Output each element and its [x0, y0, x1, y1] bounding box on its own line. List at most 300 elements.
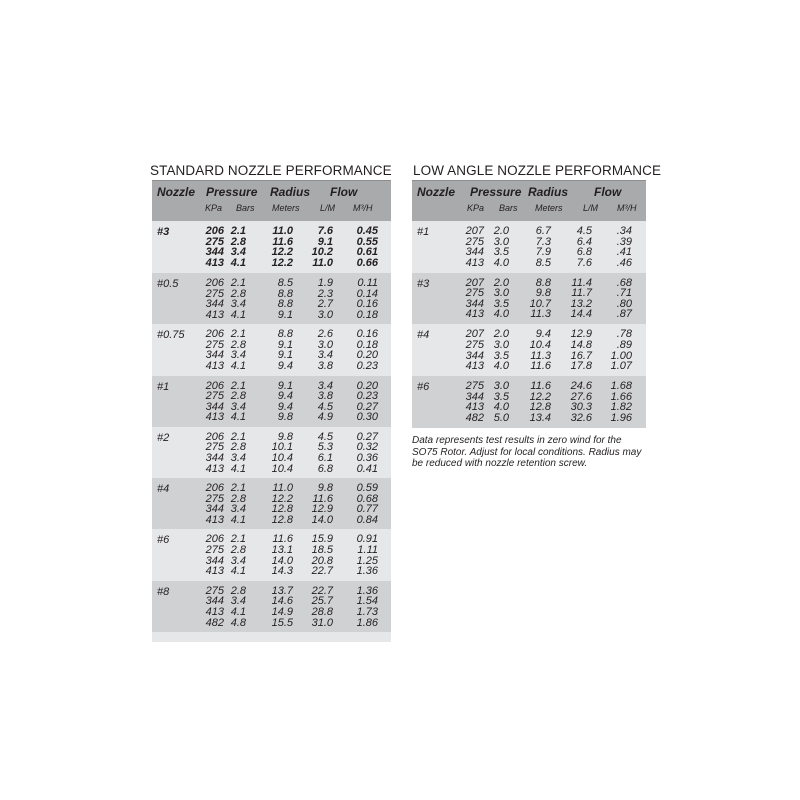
bars-cell: 2.0: [493, 276, 509, 289]
lm-cell: 3.8: [317, 390, 333, 403]
nozzle-label: #3: [417, 277, 430, 290]
kpa-cell: 344: [205, 595, 224, 608]
kpa-cell: 413: [465, 401, 484, 414]
bars-values: [494, 226, 509, 268]
kpa-cell: 275: [205, 338, 224, 351]
radius-cell: 15.5: [271, 616, 293, 629]
header-lm: L/M: [583, 203, 599, 213]
header-lm: L/M: [320, 203, 336, 213]
kpa-cell: 344: [465, 349, 484, 362]
kpa-cell: 275: [205, 287, 224, 300]
bars-cell: 2.8: [230, 441, 246, 454]
lm-values: [312, 226, 333, 268]
kpa-cell: 275: [205, 390, 224, 403]
bars-values: [494, 329, 509, 371]
m3h-cell: .87: [616, 308, 632, 321]
bars-cell: 3.5: [493, 297, 509, 310]
bars-values: [231, 483, 246, 525]
lm-cell: 15.9: [311, 533, 333, 546]
lm-cell: 13.2: [570, 297, 592, 310]
lm-cell: 9.1: [317, 235, 333, 248]
m3h-cell: 0.61: [356, 246, 378, 259]
kpa-cell: 482: [465, 411, 484, 424]
radius-cell: 11.6: [530, 360, 551, 373]
bars-cell: 2.1: [230, 379, 246, 392]
header-radius: Radius: [528, 185, 569, 199]
radius-cell: 8.8: [277, 287, 293, 300]
bars-cell: 5.0: [493, 411, 509, 424]
radius-cell: 8.8: [277, 298, 293, 311]
lm-cell: 14.8: [570, 338, 592, 351]
lm-cell: 32.6: [570, 411, 592, 424]
m3h-values: [357, 432, 378, 474]
radius-cell: 12.2: [529, 390, 551, 403]
kpa-cell: 413: [465, 360, 484, 373]
lm-values: [312, 483, 333, 525]
radius-cell: 13.7: [271, 584, 293, 597]
lm-cell: 14.4: [570, 308, 592, 321]
kpa-values: [206, 381, 224, 423]
kpa-cell: 413: [205, 462, 224, 475]
radius-cell: 8.8: [277, 328, 293, 341]
lm-cell: 4.9: [317, 411, 333, 424]
standard-table-title: STANDARD NOZZLE PERFORMANCE: [150, 163, 392, 178]
header-meters: Meters: [272, 203, 300, 213]
kpa-cell: 413: [205, 360, 224, 373]
m3h-cell: 1.86: [356, 616, 378, 629]
lm-cell: 18.5: [311, 544, 333, 557]
header-pressure: Pressure: [470, 185, 522, 199]
radius-cell: 6.7: [535, 225, 551, 237]
standard-table-header: [152, 180, 391, 221]
m3h-cell: 0.91: [356, 533, 378, 546]
m3h-cell: 0.77: [356, 503, 378, 516]
radius-cell: 10.4: [271, 462, 293, 475]
kpa-cell: 206: [205, 225, 224, 237]
radius-cell: 9.8: [535, 287, 551, 300]
lm-cell: 3.8: [317, 360, 333, 373]
bars-cell: 3.0: [493, 235, 509, 248]
m3h-cell: 0.27: [356, 400, 378, 413]
radius-cell: 8.5: [277, 277, 293, 289]
radius-cell: 11.6: [530, 380, 551, 393]
header-kpa: KPa: [205, 203, 223, 213]
lm-cell: 4.5: [576, 225, 592, 237]
m3h-cell: 0.18: [356, 338, 378, 351]
radius-values: [272, 534, 293, 576]
kpa-values: [206, 329, 224, 371]
kpa-cell: 344: [205, 246, 224, 259]
bars-cell: 2.1: [230, 482, 246, 495]
nozzle-label: #6: [157, 534, 170, 547]
lm-cell: 25.7: [311, 595, 333, 608]
nozzle-label: #2: [157, 431, 170, 444]
low-angle-table-header: [412, 180, 646, 221]
kpa-values: [466, 381, 484, 423]
m3h-cell: 0.23: [356, 360, 378, 373]
kpa-cell: 207: [465, 328, 484, 341]
lm-cell: 10.2: [311, 246, 333, 259]
nozzle-group-row: [412, 273, 646, 325]
kpa-cell: 344: [205, 503, 224, 516]
bars-cell: 4.0: [493, 401, 509, 414]
lm-cell: 4.5: [317, 400, 333, 413]
m3h-cell: .68: [616, 276, 632, 289]
kpa-cell: 206: [205, 430, 224, 443]
lm-cell: 22.7: [311, 565, 333, 578]
m3h-values: [617, 278, 632, 320]
kpa-cell: 344: [465, 246, 484, 259]
lm-cell: 7.6: [576, 256, 592, 269]
kpa-cell: 206: [205, 533, 224, 546]
radius-cell: 9.4: [277, 400, 293, 413]
lm-cell: 3.4: [317, 349, 333, 362]
radius-values: [530, 278, 551, 320]
lm-values: [571, 381, 592, 423]
m3h-cell: .39: [616, 235, 632, 248]
header-pressure: Pressure: [206, 185, 258, 199]
lm-cell: 14.0: [311, 513, 333, 526]
bars-cell: 3.4: [230, 400, 246, 413]
m3h-values: [611, 329, 632, 371]
header-kpa: KPa: [467, 203, 485, 213]
lm-cell: 3.0: [317, 338, 333, 351]
low-angle-table-body: [412, 221, 646, 428]
kpa-cell: 275: [465, 235, 484, 248]
bars-cell: 2.1: [230, 277, 246, 289]
table-footer-pad: [152, 632, 391, 642]
bars-cell: 2.1: [230, 430, 246, 443]
lm-values: [577, 226, 592, 268]
kpa-cell: 413: [465, 308, 484, 321]
m3h-cell: 1.68: [610, 380, 632, 393]
bars-cell: 4.1: [230, 462, 246, 475]
m3h-cell: 1.00: [610, 349, 632, 362]
kpa-values: [466, 226, 484, 268]
m3h-cell: 0.16: [356, 328, 378, 341]
bars-cell: 4.1: [230, 411, 246, 424]
m3h-cell: 0.20: [356, 349, 378, 362]
lm-values: [318, 432, 333, 474]
header-meters: Meters: [535, 203, 563, 213]
radius-cell: 8.8: [535, 276, 551, 289]
radius-cell: 11.3: [530, 308, 551, 321]
bars-cell: 2.1: [230, 225, 246, 237]
radius-values: [278, 381, 293, 423]
m3h-cell: .80: [616, 297, 632, 310]
lm-cell: 28.8: [311, 605, 333, 618]
bars-values: [231, 432, 246, 474]
bars-cell: 4.0: [493, 360, 509, 373]
kpa-cell: 413: [205, 308, 224, 321]
lm-cell: 31.0: [311, 616, 333, 629]
radius-cell: 9.8: [277, 411, 293, 424]
kpa-cell: 344: [205, 298, 224, 311]
nozzle-group-row: [152, 324, 391, 375]
bars-cell: 4.0: [493, 308, 509, 321]
lm-values: [312, 534, 333, 576]
bars-cell: 4.1: [230, 256, 246, 269]
bars-values: [231, 278, 246, 320]
lm-cell: 20.8: [311, 554, 333, 567]
kpa-values: [206, 432, 224, 474]
bars-cell: 3.5: [493, 390, 509, 403]
nozzle-label: #0.75: [157, 329, 185, 342]
bars-cell: 2.8: [230, 338, 246, 351]
lm-values: [318, 278, 333, 320]
radius-cell: 14.0: [271, 554, 293, 567]
nozzle-group-row: [152, 478, 391, 529]
radius-cell: 10.4: [271, 452, 293, 465]
lm-cell: 6.8: [576, 246, 592, 259]
kpa-cell: 344: [205, 554, 224, 567]
kpa-cell: 206: [205, 328, 224, 341]
lm-cell: 9.8: [317, 482, 333, 495]
m3h-cell: 0.59: [356, 482, 378, 495]
low-angle-table-title: LOW ANGLE NOZZLE PERFORMANCE: [413, 163, 662, 178]
radius-values: [272, 483, 293, 525]
nozzle-label: #1: [417, 226, 430, 238]
kpa-cell: 344: [205, 400, 224, 413]
nozzle-group-row: [152, 427, 391, 478]
lm-cell: 6.8: [317, 462, 333, 475]
m3h-cell: .71: [616, 287, 632, 300]
bars-cell: 2.8: [230, 287, 246, 300]
m3h-cell: 0.45: [356, 225, 378, 237]
radius-cell: 12.2: [271, 246, 293, 259]
bars-values: [494, 278, 509, 320]
bars-values: [231, 381, 246, 423]
m3h-cell: 0.23: [356, 390, 378, 403]
m3h-cell: 0.68: [356, 492, 378, 505]
m3h-values: [617, 226, 632, 268]
standard-nozzle-table: [152, 160, 391, 642]
radius-values: [530, 381, 551, 423]
bars-cell: 3.4: [230, 503, 246, 516]
kpa-values: [206, 226, 224, 268]
m3h-cell: .34: [616, 225, 632, 237]
m3h-cell: 0.30: [356, 411, 378, 424]
lm-values: [312, 586, 333, 628]
m3h-cell: .41: [616, 246, 632, 259]
radius-cell: 9.1: [277, 349, 293, 362]
m3h-cell: 0.20: [356, 379, 378, 392]
m3h-values: [357, 586, 378, 628]
radius-cell: 9.4: [535, 328, 551, 341]
kpa-cell: 206: [205, 379, 224, 392]
lm-cell: 2.6: [317, 328, 333, 341]
radius-cell: 10.4: [529, 338, 551, 351]
radius-cell: 14.3: [271, 565, 293, 578]
nozzle-label: #4: [157, 483, 170, 496]
bars-cell: 2.1: [230, 533, 246, 546]
header-nozzle: Nozzle: [417, 185, 456, 199]
lm-cell: 5.3: [317, 441, 333, 454]
nozzle-label: #0.5: [157, 278, 179, 290]
lm-cell: 1.9: [317, 277, 333, 289]
bars-cell: 2.8: [230, 544, 246, 557]
radius-cell: 10.7: [529, 297, 551, 310]
radius-values: [272, 432, 293, 474]
header-flow: Flow: [330, 185, 358, 199]
bars-cell: 2.8: [230, 492, 246, 505]
lm-cell: 12.9: [311, 503, 333, 516]
lm-cell: 22.7: [311, 584, 333, 597]
radius-cell: 11.6: [272, 235, 293, 248]
m3h-cell: 1.07: [610, 360, 632, 373]
m3h-values: [357, 226, 378, 268]
bars-cell: 4.1: [230, 513, 246, 526]
test-conditions-note: Data represents test results in zero wind for the SO75 Rotor. Adjust for local conditions. Radius may be reduced with nozzle retention screw.: [412, 435, 642, 470]
nozzle-label: #6: [417, 381, 430, 394]
lm-cell: 7.6: [317, 225, 333, 237]
kpa-cell: 207: [465, 225, 484, 237]
lm-cell: 2.7: [317, 298, 333, 311]
kpa-cell: 207: [465, 276, 484, 289]
radius-cell: 11.0: [272, 482, 293, 495]
kpa-cell: 413: [205, 605, 224, 618]
bars-cell: 3.5: [493, 246, 509, 259]
radius-values: [530, 329, 551, 371]
lm-cell: 6.1: [317, 452, 333, 465]
m3h-cell: 0.41: [356, 462, 378, 475]
kpa-cell: 413: [205, 256, 224, 269]
m3h-cell: 0.14: [356, 287, 378, 300]
low-angle-nozzle-table: [412, 160, 662, 428]
kpa-cell: 275: [205, 235, 224, 248]
m3h-cell: 0.55: [356, 235, 378, 248]
m3h-cell: .46: [616, 256, 632, 269]
kpa-values: [206, 534, 224, 576]
radius-cell: 9.1: [277, 379, 293, 392]
lm-values: [571, 329, 592, 371]
bars-cell: 3.4: [230, 595, 246, 608]
bars-values: [494, 381, 509, 423]
m3h-cell: 0.27: [356, 430, 378, 443]
kpa-cell: 344: [465, 390, 484, 403]
kpa-cell: 413: [205, 411, 224, 424]
m3h-cell: 0.66: [356, 256, 378, 269]
kpa-cell: 482: [205, 616, 224, 629]
m3h-cell: 1.82: [610, 401, 632, 414]
kpa-cell: 275: [465, 287, 484, 300]
nozzle-group-row: [152, 376, 391, 427]
header-m3h: M³/H: [353, 203, 373, 213]
kpa-cell: 275: [205, 492, 224, 505]
standard-table-body: [152, 221, 391, 632]
lm-cell: 16.7: [570, 349, 592, 362]
bars-cell: 3.4: [230, 298, 246, 311]
nozzle-group-row: [412, 324, 646, 376]
radius-cell: 9.1: [277, 338, 293, 351]
kpa-cell: 206: [205, 482, 224, 495]
lm-cell: 12.9: [570, 328, 592, 341]
kpa-values: [466, 278, 484, 320]
m3h-cell: 1.66: [610, 390, 632, 403]
m3h-cell: 1.54: [356, 595, 378, 608]
radius-cell: 9.4: [277, 360, 293, 373]
kpa-values: [206, 586, 224, 628]
radius-cell: 13.1: [271, 544, 293, 557]
header-m3h: M³/H: [617, 203, 637, 213]
header-bars: Bars: [236, 203, 255, 213]
lm-cell: 11.6: [312, 492, 333, 505]
kpa-values: [206, 483, 224, 525]
radius-cell: 9.8: [277, 430, 293, 443]
radius-cell: 7.3: [535, 235, 551, 248]
lm-cell: 6.4: [576, 235, 592, 248]
m3h-cell: .78: [616, 328, 632, 341]
m3h-values: [611, 381, 632, 423]
header-nozzle: Nozzle: [157, 185, 196, 199]
radius-cell: 7.9: [535, 246, 551, 259]
radius-cell: 11.3: [530, 349, 551, 362]
radius-cell: 10.1: [271, 441, 293, 454]
bars-cell: 4.0: [493, 256, 509, 269]
bars-values: [231, 586, 246, 628]
lm-cell: 3.0: [317, 308, 333, 321]
bars-values: [231, 226, 246, 268]
m3h-cell: 0.84: [356, 513, 378, 526]
m3h-cell: 1.73: [356, 605, 378, 618]
m3h-cell: 1.25: [356, 554, 378, 567]
radius-values: [272, 586, 293, 628]
nozzle-label: #8: [157, 585, 170, 598]
lm-cell: 17.8: [570, 360, 592, 373]
nozzle-label: #4: [417, 329, 430, 342]
kpa-cell: 413: [465, 256, 484, 269]
kpa-cell: 206: [205, 277, 224, 289]
kpa-cell: 275: [465, 380, 484, 393]
bars-cell: 4.1: [230, 605, 246, 618]
bars-cell: 4.1: [230, 565, 246, 578]
lm-cell: 27.6: [570, 390, 592, 403]
bars-values: [231, 329, 246, 371]
bars-values: [231, 534, 246, 576]
kpa-cell: 413: [205, 565, 224, 578]
bars-cell: 4.1: [230, 308, 246, 321]
lm-cell: 24.6: [570, 380, 592, 393]
radius-cell: 9.4: [277, 390, 293, 403]
nozzle-group-row: [412, 221, 646, 273]
nozzle-group-row: [152, 273, 391, 324]
lm-cell: 11.0: [312, 256, 333, 269]
m3h-cell: 0.36: [356, 452, 378, 465]
radius-values: [278, 329, 293, 371]
radius-cell: 12.8: [271, 513, 293, 526]
bars-cell: 3.4: [230, 246, 246, 259]
header-bars: Bars: [499, 203, 518, 213]
m3h-cell: 1.11: [357, 544, 378, 557]
m3h-values: [357, 381, 378, 423]
bars-cell: 3.4: [230, 349, 246, 362]
bars-cell: 2.0: [493, 328, 509, 341]
lm-cell: 11.4: [571, 276, 592, 289]
radius-cell: 11.0: [272, 225, 293, 237]
m3h-cell: 0.11: [357, 277, 378, 289]
radius-cell: 12.2: [271, 492, 293, 505]
kpa-cell: 275: [465, 338, 484, 351]
bars-cell: 3.0: [493, 380, 509, 393]
bars-cell: 3.4: [230, 554, 246, 567]
radius-cell: 14.6: [271, 595, 293, 608]
radius-cell: 8.5: [535, 256, 551, 269]
m3h-cell: .89: [616, 338, 632, 351]
header-flow: Flow: [594, 185, 622, 199]
radius-cell: 14.9: [271, 605, 293, 618]
bars-cell: 4.8: [230, 616, 246, 629]
m3h-cell: 0.32: [356, 441, 378, 454]
